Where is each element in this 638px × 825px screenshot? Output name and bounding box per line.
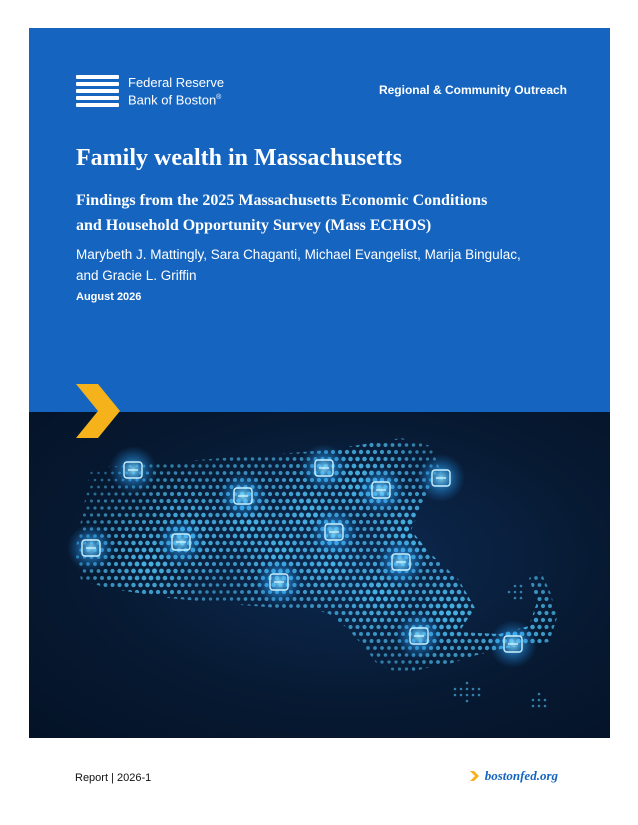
logo-line2: Bank of Boston [128,92,217,108]
logo-line1: Federal Reserve [128,75,225,90]
piggy-bank-icon [255,558,303,606]
report-subtitle [76,188,576,238]
department-label: Regional & Community Outreach [378,83,567,97]
logo-text [128,75,224,107]
document-icon [67,524,115,572]
money-icon [219,472,267,520]
subtitle-line2: and Household Opportunity Survey (Mass ECHOS) [76,217,432,234]
authors-line2: and Gracie L. Griffin [76,268,197,283]
report-authors [76,244,596,286]
handshake-icon [417,454,465,502]
graduation-cap-icon [377,538,425,586]
credit-card-icon [395,612,443,660]
report-number: Report | 2026-1 [75,772,152,784]
report-cover [29,28,610,738]
authors-line1: Marybeth J. Mattingly, Sara Chaganti, Michael Evangelist, Marija Bingulac, [76,247,521,262]
id-card-icon [109,446,157,494]
cash-icon [357,466,405,514]
bank-icon [300,444,348,492]
report-title: Family wealth in Massachusetts [76,145,402,171]
medical-cross-icon [489,620,537,668]
fed-boston-logo [76,75,224,107]
report-date: August 2026 [76,291,142,303]
logo-registered: ® [216,94,222,101]
house-percent-icon [157,518,205,566]
massachusetts-map [29,412,610,738]
subtitle-line1: Findings from the 2025 Massachusetts Economic Conditions [76,192,488,209]
logo-stripes-icon [76,75,119,107]
lock-icon [310,508,358,556]
chevron-right-icon [470,771,479,781]
website-text: bostonfed.org [484,768,558,783]
website-link[interactable] [470,768,558,784]
